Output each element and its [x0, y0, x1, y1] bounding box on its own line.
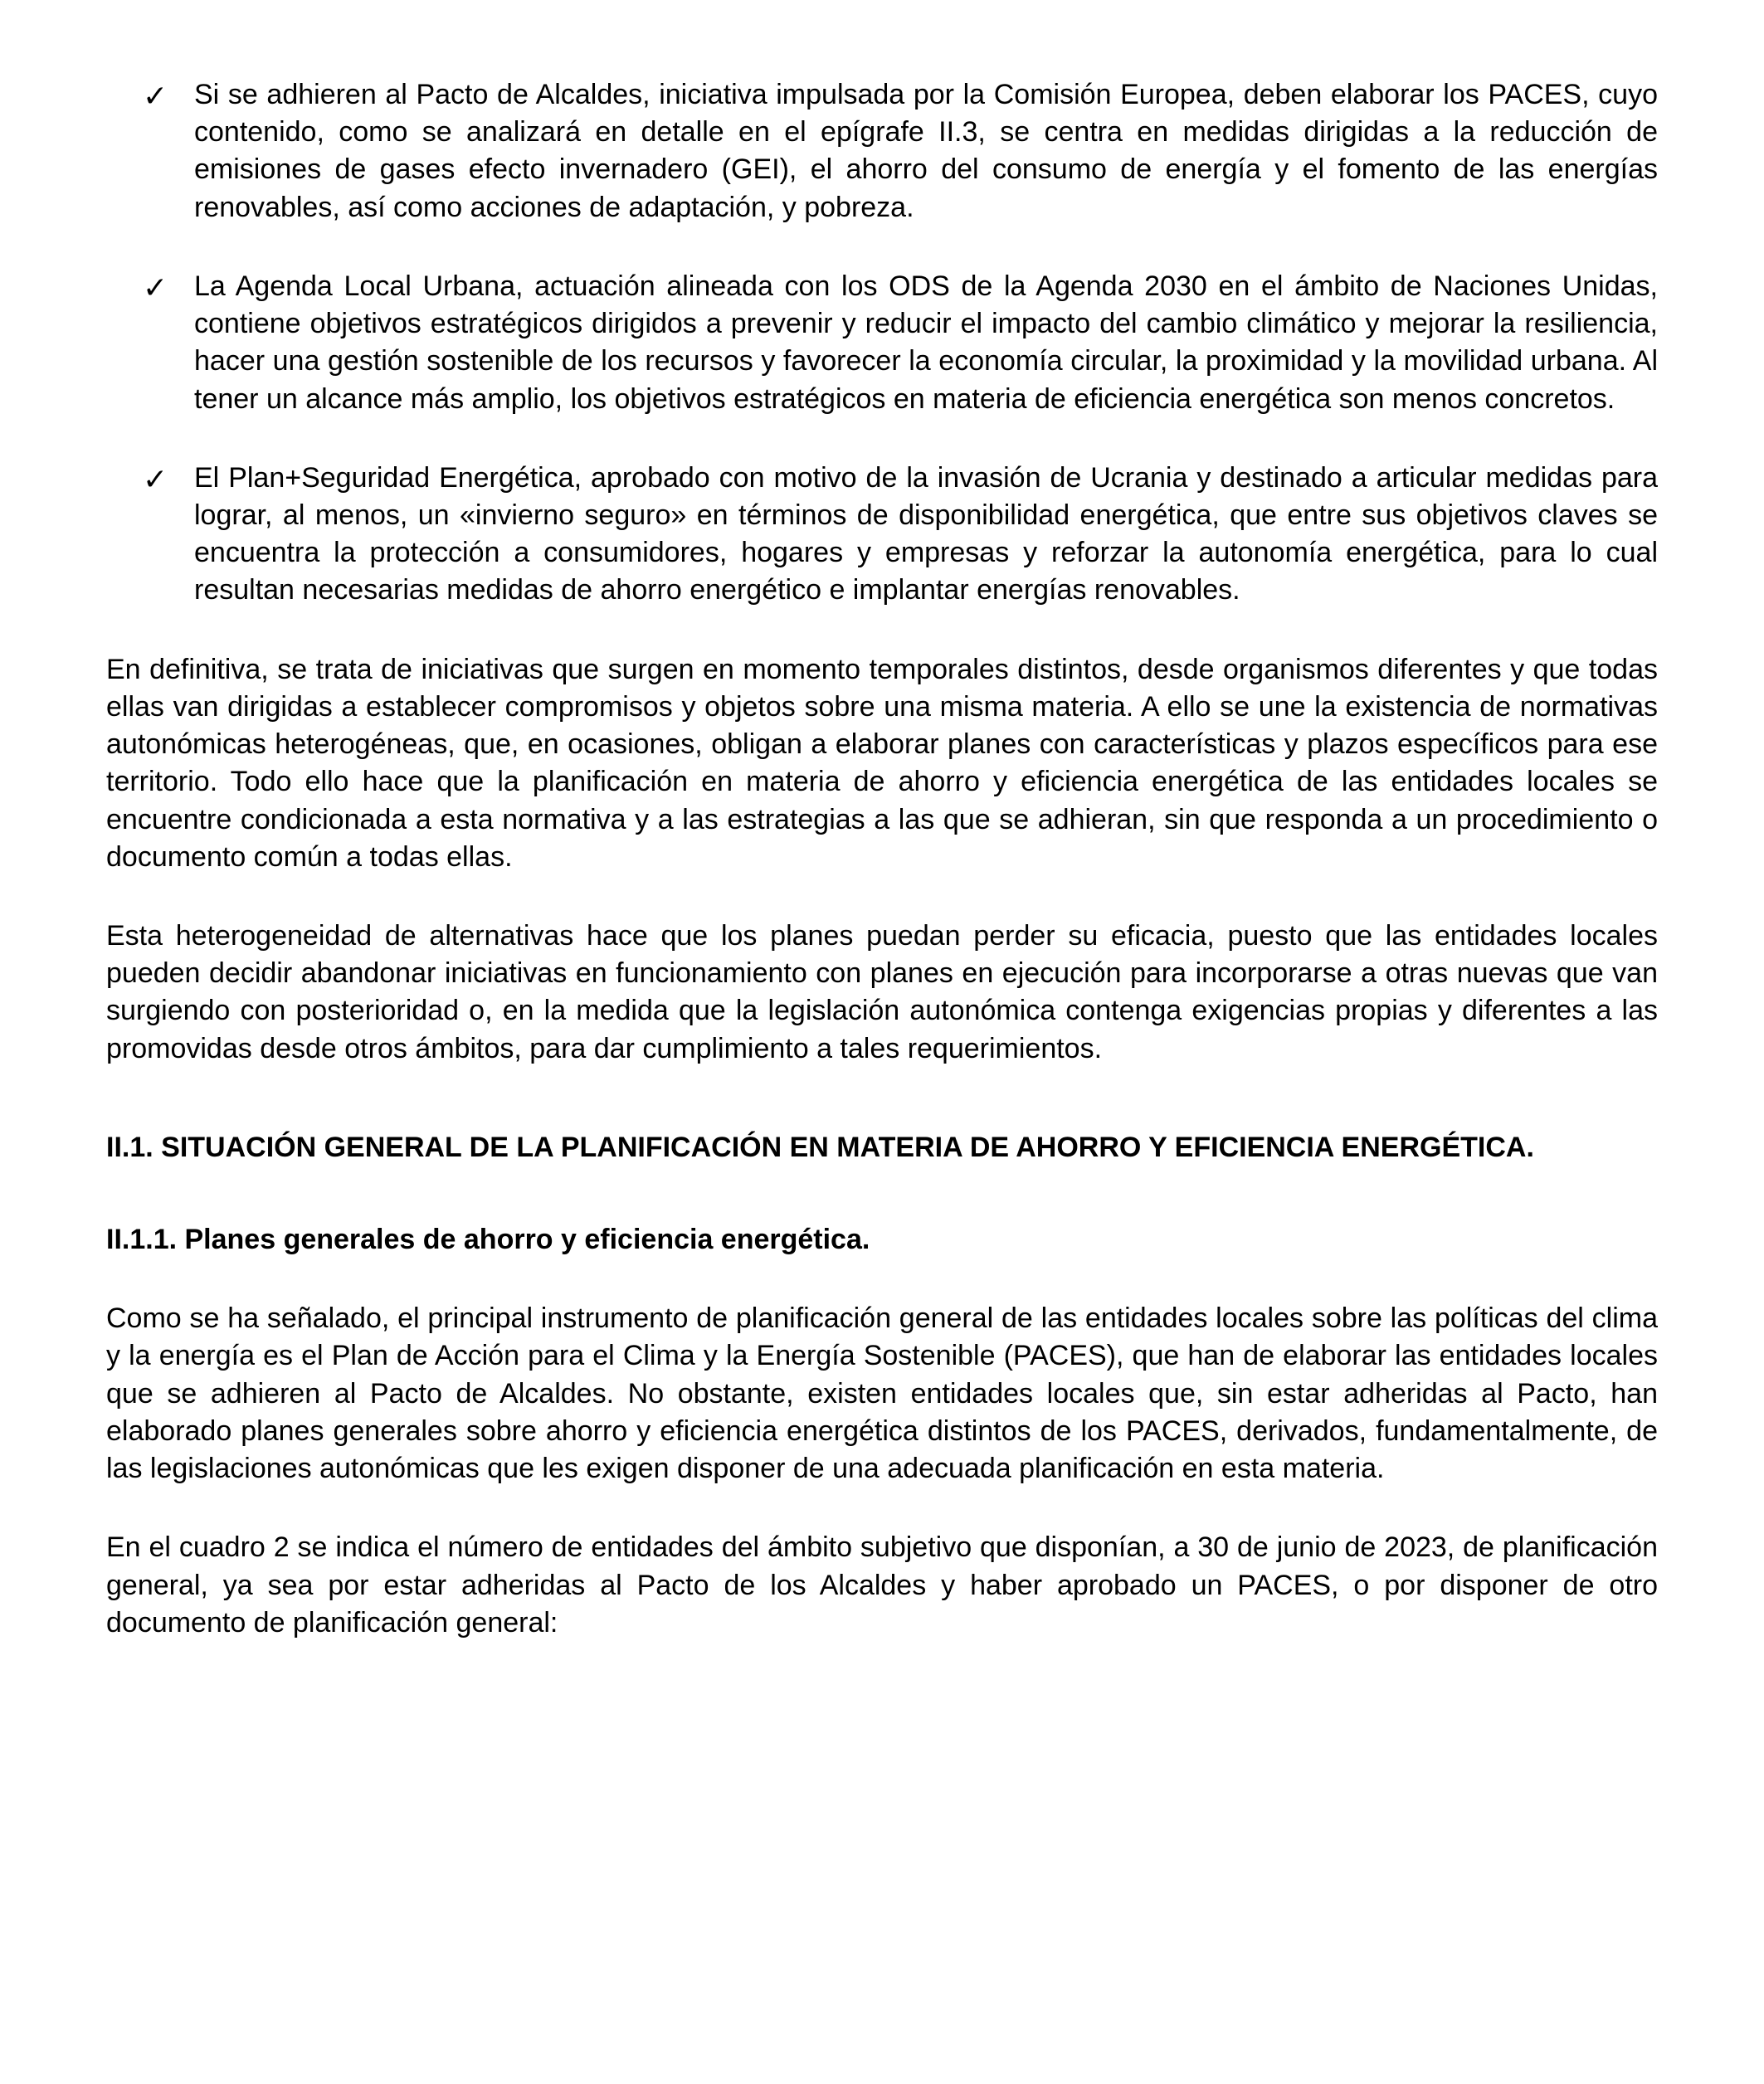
- bullet-text: El Plan+Seguridad Energética, aprobado con motivo de la invasión de Ucrania y destinado a articular medidas para lograr, al menos, un «invierno seguro» en términos de disponibilidad energética, que entre sus objetivos claves se encuentra la protección a consumidores, hogares y empresas y reforzar la autonomía energética, para lo cual resultan necesarias medidas de ahorro energético e implantar energías renovables.: [194, 461, 1658, 606]
- checkmark-icon: ✓: [143, 79, 168, 113]
- bullet-list: [106, 76, 1658, 610]
- checkmark-icon: ✓: [143, 461, 168, 496]
- paragraph: Esta heterogeneidad de alternativas hace que los planes puedan perder su eficacia, puesto que las entidades locales pueden decidir abandonar iniciativas en funcionamiento con planes en ejecución para incorporarse a otras nuevas que van surgiendo con posterioridad o, en la medida que la legislación autonómica contenga exigencias propias y diferentes a las promovidas desde otros ámbitos, para dar cumplimiento a tales requerimientos.: [106, 919, 1658, 1064]
- bullet-item: [106, 460, 1658, 610]
- paragraph: Como se ha señalado, el principal instrumento de planificación general de las entidades locales sobre las políticas del clima y la energía es el Plan de Acción para el Clima y la Energía Sostenible (PACES), que han de elaborar las entidades locales que se adhieren al Pacto de Alcaldes. No obstante, existen entidades locales que, sin estar adheridas al Pacto, han elaborado planes generales sobre ahorro y eficiencia energética distintos de los PACES, derivados, fundamentalmente, de las legislaciones autonómicas que les exigen disponer de una adecuada planificación en esta materia.: [106, 1302, 1658, 1485]
- bullet-text: La Agenda Local Urbana, actuación alineada con los ODS de la Agenda 2030 en el ámbito de Naciones Unidas, contiene objetivos estratégicos dirigidos a prevenir y reducir el impacto del cambio climático y mejorar la resiliencia, hacer una gestión sostenible de los recursos y favorecer la economía circular, la proximidad y la movilidad urbana. Al tener un alcance más amplio, los objetivos estratégicos en materia de eficiencia energética son menos concretos.: [194, 270, 1658, 415]
- bullet-item: [106, 268, 1658, 418]
- subsection-heading: II.1.1. Planes generales de ahorro y eficiencia energética.: [106, 1224, 870, 1256]
- paragraph: En el cuadro 2 se indica el número de entidades del ámbito subjetivo que disponían, a 30 de junio de 2023, de planificación general, ya sea por estar adheridas al Pacto de los Alcaldes y haber aprobado un PACES, o por disponer de otro documento de planificación general:: [106, 1531, 1658, 1638]
- paragraph: En definitiva, se trata de iniciativas que surgen en momento temporales distintos, desde organismos diferentes y que todas ellas van dirigidas a establecer compromisos y objetos sobre una misma materia. A ello se une la existencia de normativas autonómicas heterogéneas, que, en ocasiones, obligan a elaborar planes con características y plazos específicos para ese territorio. Todo ello hace que la planificación en materia de ahorro y eficiencia energética de las entidades locales se encuentre condicionada a esta normativa y a las estrategias a las que se adhieran, sin que responda a un procedimiento o documento común a todas ellas.: [106, 653, 1658, 873]
- bullet-text: Si se adhieren al Pacto de Alcaldes, iniciativa impulsada por la Comisión Europea, deben elaborar los PACES, cuyo contenido, como se analizará en detalle en el epígrafe II.3, se centra en medidas dirigidas a la reducción de emisiones de gases efecto invernadero (GEI), el ahorro del consumo de energía y el fomento de las energías renovables, así como acciones de adaptación, y pobreza.: [194, 79, 1658, 223]
- checkmark-icon: ✓: [143, 270, 168, 304]
- section-heading: II.1. SITUACIÓN GENERAL DE LA PLANIFICACIÓN EN MATERIA DE AHORRO Y EFICIENCIA ENERGÉTICA.: [106, 1131, 1534, 1163]
- bullet-item: [106, 76, 1658, 226]
